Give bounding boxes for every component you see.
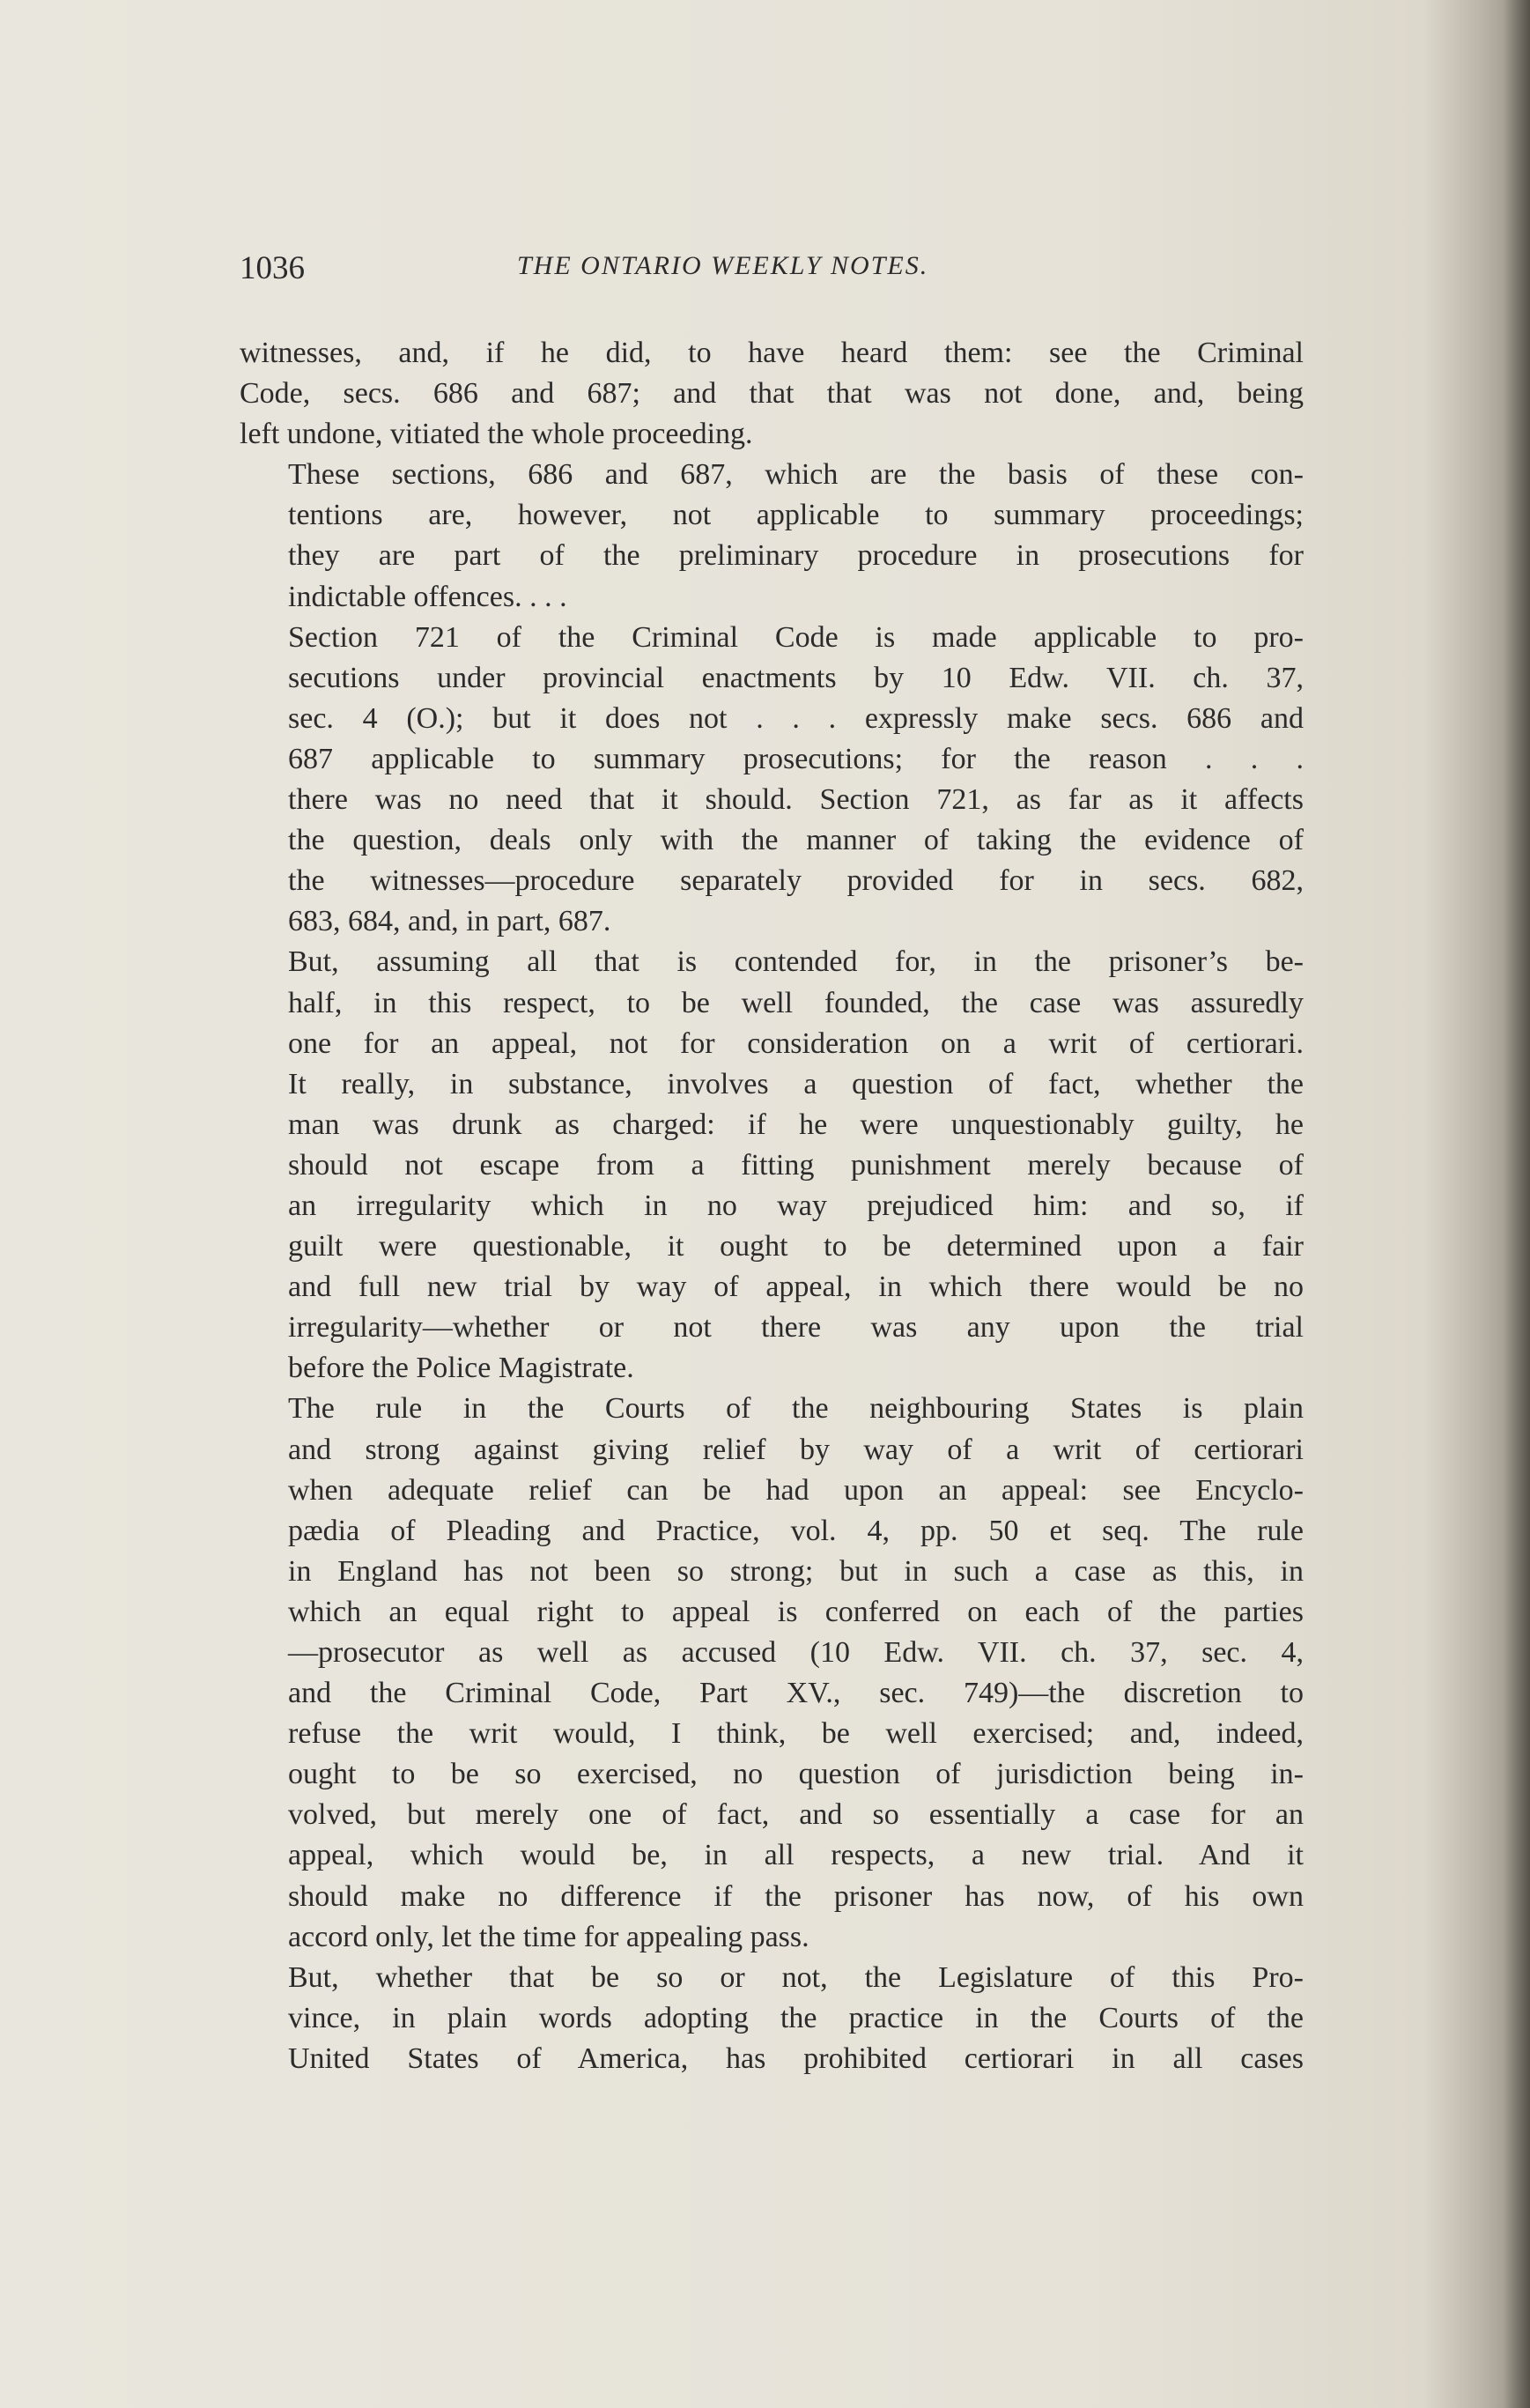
text-line: But, whether that be so or not, the Legislature of this Pro-	[288, 1960, 1304, 1994]
text-line: secutions under provincial enactments by 10 Edw. VII. ch. 37,	[288, 661, 1304, 694]
text-line: 687 applicable to summary prosecutions; for the reason . . .	[288, 742, 1304, 775]
paragraph	[240, 1958, 1304, 2079]
text-line: the witnesses—procedure separately provided for in secs. 682,	[288, 864, 1304, 898]
text-line: appeal, which would be, in all respects, a new trial. And it	[288, 1839, 1304, 1872]
text-line: The rule in the Courts of the neighbouring States is plain	[288, 1392, 1304, 1426]
text-line: —prosecutor as well as accused (10 Edw. VII. ch. 37, sec. 4,	[288, 1636, 1304, 1669]
text-line: Section 721 of the Criminal Code is made applicable to pro-	[288, 620, 1304, 654]
text-line: It really, in substance, involves a question of fact, whether the	[288, 1067, 1304, 1100]
text-line: sec. 4 (O.); but it does not . . . expressly make secs. 686 and	[288, 701, 1304, 735]
text-line: before the Police Magistrate.	[288, 1352, 634, 1385]
text-line: when adequate relief can be had upon an appeal: see Encyclo-	[288, 1473, 1304, 1507]
running-head	[240, 249, 1314, 292]
text-line: there was no need that it should. Section 721, as far as it affects	[288, 783, 1304, 817]
text-line: they are part of the preliminary procedure in prosecutions for	[288, 539, 1304, 573]
paragraph	[240, 333, 1304, 455]
journal-title: THE ONTARIO WEEKLY NOTES.	[517, 251, 929, 280]
text-line: volved, but merely one of fact, and so essentially a case for an	[288, 1798, 1304, 1832]
paragraph	[240, 618, 1304, 943]
text-line: man was drunk as charged: if he were unquestionably guilty, he	[288, 1108, 1304, 1141]
text-line: Code, secs. 686 and 687; and that that was not done, and, being	[240, 377, 1304, 411]
text-line: guilt were questionable, it ought to be determined upon a fair	[288, 1230, 1304, 1263]
text-line: vince, in plain words adopting the practice in the Courts of the	[288, 2001, 1304, 2034]
paragraph	[240, 455, 1304, 617]
text-line: one for an appeal, not for consideration on a writ of certiorari.	[288, 1026, 1304, 1060]
text-line: half, in this respect, to be well founded, the case was assuredly	[288, 986, 1304, 1019]
body-text	[240, 333, 1304, 2079]
text-line: United States of America, has prohibited certiorari in all cases	[288, 2041, 1304, 2075]
text-line: tentions are, however, not applicable to summary proceedings;	[288, 499, 1304, 532]
text-line: the question, deals only with the manner of taking the evidence of	[288, 824, 1304, 857]
text-line: pædia of Pleading and Practice, vol. 4, pp. 50 et seq. The rule	[288, 1514, 1304, 1547]
text-line: But, assuming all that is contended for, in the prisoner’s be-	[288, 945, 1304, 979]
spine-shadow	[1504, 0, 1530, 2408]
paragraph	[240, 1389, 1304, 1957]
text-line: ought to be so exercised, no question of jurisdiction being in-	[288, 1758, 1304, 1791]
text-line: refuse the writ would, I think, be well exercised; and, indeed,	[288, 1717, 1304, 1751]
text-line: indictable offences. . . .	[288, 580, 567, 613]
text-line: witnesses, and, if he did, to have heard them: see the Criminal	[240, 337, 1304, 369]
text-line: irregularity—whether or not there was any upon the trial	[288, 1311, 1304, 1345]
text-line: accord only, let the time for appealing pass.	[288, 1920, 809, 1953]
text-line: and the Criminal Code, Part XV., sec. 749)—the discretion to	[288, 1677, 1304, 1710]
text-line: These sections, 686 and 687, which are the basis of these con-	[288, 458, 1304, 492]
text-line: and full new trial by way of appeal, in which there would be no	[288, 1271, 1304, 1304]
text-line: left undone, vitiated the whole proceeding.	[240, 418, 753, 451]
text-line: which an equal right to appeal is conferred on each of the parties	[288, 1595, 1304, 1628]
text-line: should not escape from a fitting punishment merely because of	[288, 1148, 1304, 1182]
text-line: an irregularity which in no way prejudiced him: and so, if	[288, 1189, 1304, 1222]
text-line: 683, 684, and, in part, 687.	[288, 905, 611, 938]
paragraph	[240, 942, 1304, 1389]
text-line: in England has not been so strong; but in such a case as this, in	[288, 1554, 1304, 1588]
text-line: should make no difference if the prisoner has now, of his own	[288, 1879, 1304, 1913]
text-line: and strong against giving relief by way of a writ of certiorari	[288, 1433, 1304, 1466]
page-number: 1036	[240, 250, 305, 286]
